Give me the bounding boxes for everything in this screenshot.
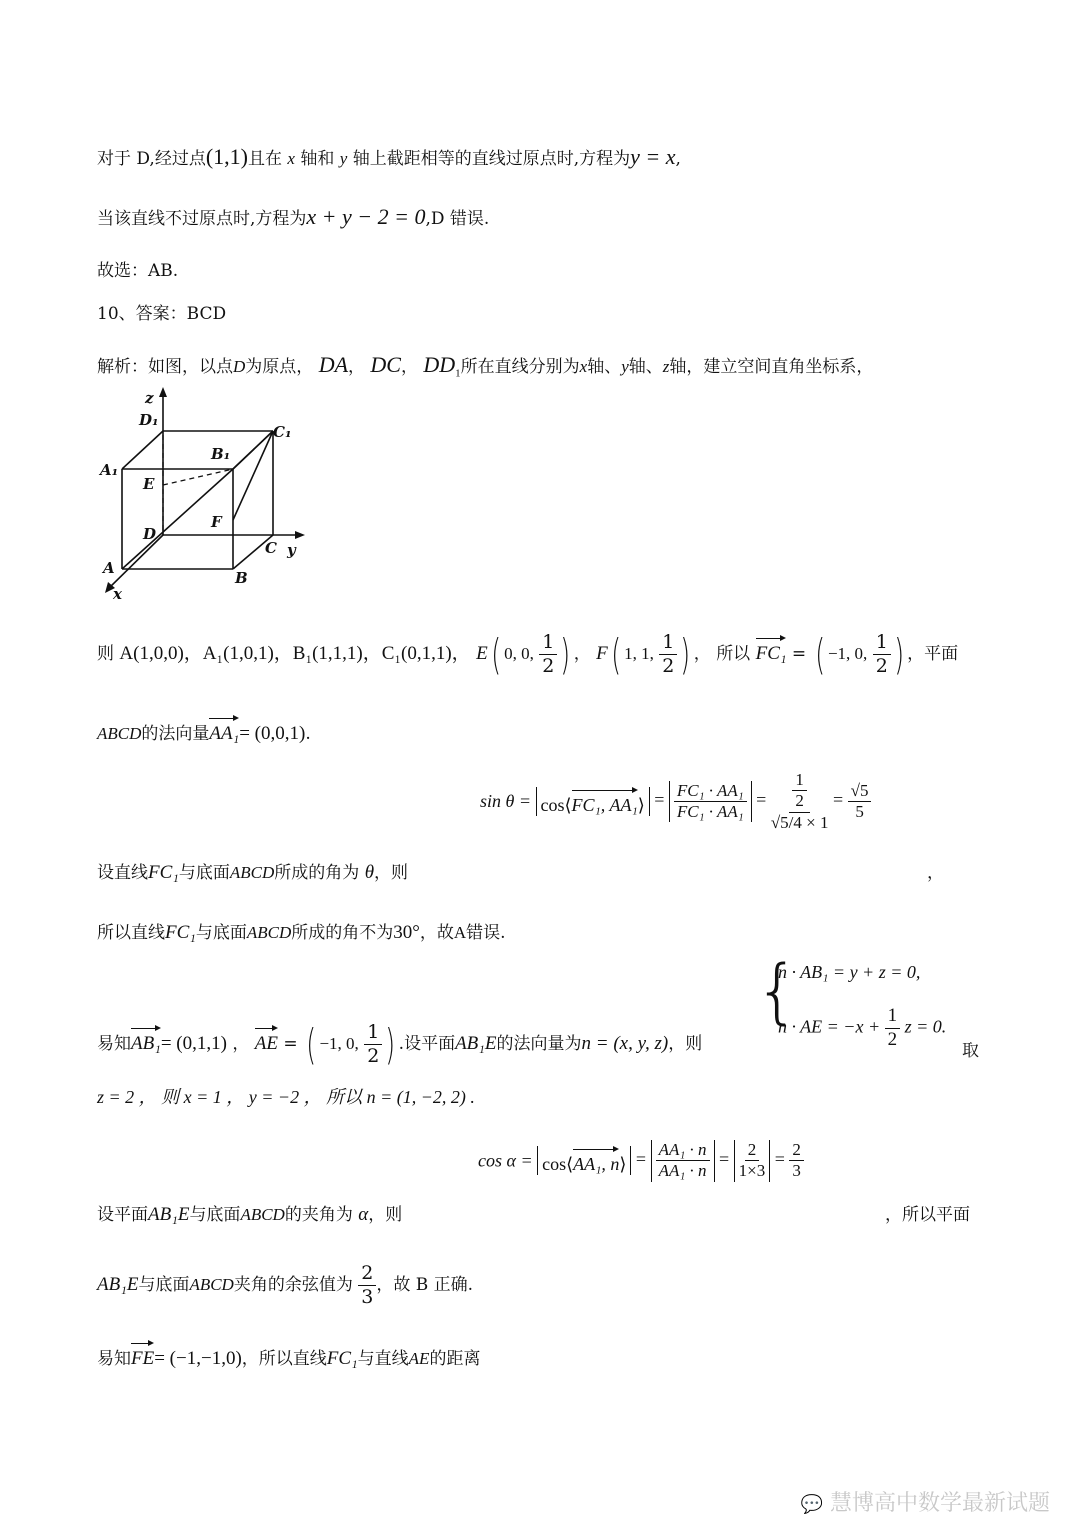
watermark: 💬 慧博高中数学最新试题 [800, 1491, 1050, 1516]
label-a1: A₁ [100, 461, 119, 479]
line-3: 故选：AB. [97, 261, 179, 281]
line-13: 设平面AB₁E与底面ABCD的夹角为 α，则 ，所以平面 [97, 1204, 970, 1225]
line-2: 当该直线不过原点时,方程为x + y − 2 = 0,D 错误. [97, 204, 490, 229]
line-11: 易知AB₁= (0,1,1) ， AE = ( −1, 0, $\frac{1}{2}$ ) .设平面AB₁E的法向量为n = (x, y, z)，则 [97, 1020, 703, 1069]
label-c1: C₁ [273, 423, 292, 441]
vector-aa1: AA₁ [209, 715, 239, 745]
system-eq-2: n · AE = −x + $\frac{1}{2}$ z = 0. [778, 1005, 947, 1050]
equation-line: x + y − 2 = 0 [306, 204, 426, 229]
line-7: ABCD的法向量AA₁= (0,0,1). [97, 715, 311, 745]
line-9: 设直线FC₁与底面ABCD所成的角为 θ，则 ， [97, 862, 944, 883]
sin-formula: sin θ = cos⟨FC₁, AA₁⟩ = $\frac{\text{FC₁ · AA₁}}{\text{FC₁ · AA₁}}$ = $\frac{\frac{1}{2}}{√5/4 \times 1}$ = $\frac{√5}{5}$ [480, 770, 871, 833]
label-y: y [287, 541, 296, 559]
line-12: z = 2 ， 则 x = 1 ， y = −2 ， 所以 n = (1, −2, 2) . [97, 1087, 475, 1107]
label-a: A [103, 559, 115, 577]
label-b1: B₁ [211, 445, 231, 463]
label-d: D [143, 525, 157, 543]
line-10: 所以直线FC₁与底面ABCD所成的角不为30°，故A错误. [97, 922, 506, 943]
system-eq-1: n · AB₁ = y + z = 0, [778, 962, 921, 982]
line-15: 易知FE= (−1,−1,0)，所以直线FC₁与直线AE的距离 [97, 1340, 480, 1370]
label-d1: D₁ [139, 411, 159, 429]
label-x: x [113, 585, 122, 603]
wechat-icon: 💬 [800, 1494, 823, 1515]
vector-fc1: FC₁ [756, 635, 787, 665]
equation-y-x: y = x [630, 144, 676, 169]
label-e: E [143, 475, 155, 493]
line-11-take: 取 [962, 1041, 979, 1061]
point-1-1: (1,1) [205, 144, 248, 169]
line-14: AB₁E与底面ABCD夹角的余弦值为 $\frac{2}{3}$ ，故 B 正确. [97, 1262, 474, 1308]
system-brace: { [755, 950, 800, 1032]
line-1: 对于 D,经过点(1,1)且在 x 轴和 y 轴上截距相等的直线过原点时,方程为y = x, [97, 144, 681, 169]
line-6: 则 A(1,0,0)，A₁(1,0,1)，B₁(1,1,1)，C₁(0,1,1)， E( 0, 0, $\frac{1}{2}$ ) ， F( 1, 1, $\frac{1}{2}$ ) ， 所以 FC₁ = ( −1, 0, $\frac{1}{2}$ ) ，平面 [97, 630, 959, 679]
label-z: z [145, 389, 154, 407]
cos-formula: cos α = cos⟨AA₁, n⟩ = $\frac{\text{AA₁ · n}}{\text{AA₁ · n}}$ = $\frac{2}{1\times 3}$ = $\frac{2}{3}$ [478, 1140, 804, 1182]
line-5: 解析：如图，以点D为原点， DA， DC， $DD_1$所在直线分别为x轴、y轴、z轴，建立空间直角坐标系， [97, 352, 874, 380]
cube-figure [95, 385, 315, 605]
label-b: B [235, 569, 248, 587]
line-4-answer: 10、答案：BCD [97, 304, 227, 324]
label-c: C [265, 539, 277, 557]
label-f: F [211, 513, 222, 531]
